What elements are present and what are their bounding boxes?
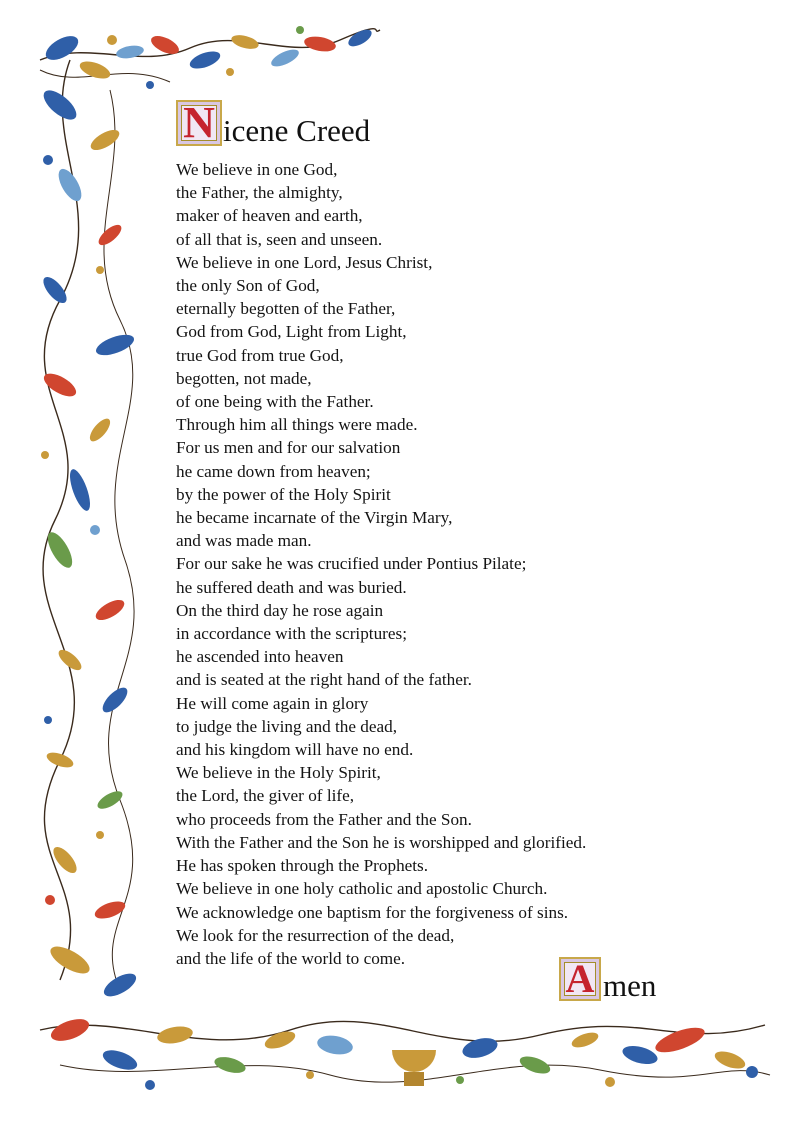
- creed-line: the only Son of God,: [176, 276, 320, 296]
- creed-line: he ascended into heaven: [176, 647, 344, 667]
- creed-line: He has spoken through the Prophets.: [176, 856, 429, 876]
- creed-line: We look for the resurrection of the dead,: [176, 925, 455, 945]
- creed-line: We believe in the Holy Spirit,: [176, 763, 381, 783]
- closing-text: men: [603, 968, 657, 1003]
- left-border-ornament: [39, 60, 140, 1001]
- creed-line: begotten, not made,: [176, 368, 312, 388]
- closing-amen: [559, 957, 656, 1001]
- creed-line: We believe in one Lord, Jesus Christ,: [176, 252, 433, 272]
- creed-line: he became incarnate of the Virgin Mary,: [176, 508, 453, 528]
- creed-line: maker of heaven and earth,: [176, 206, 363, 226]
- creed-line: of all that is, seen and unseen.: [176, 229, 383, 249]
- closing-initial: A: [565, 956, 595, 1001]
- creed-line: He will come again in glory: [176, 693, 369, 713]
- creed-line: God from God, Light from Light,: [176, 322, 407, 342]
- page-title: [176, 94, 370, 146]
- creed-line: by the power of the Holy Spirit: [176, 484, 391, 504]
- creed-line: On the third day he rose again: [176, 600, 384, 620]
- creed-line: With the Father and the Son he is worshipped and glorified.: [176, 832, 587, 852]
- title-initial: N: [183, 98, 215, 147]
- top-border-ornament: [40, 26, 380, 89]
- creed-line: eternally begotten of the Father,: [176, 299, 396, 319]
- creed-line: and was made man.: [176, 531, 312, 551]
- illuminated-initial-n: [176, 100, 222, 146]
- creed-line: We believe in one God,: [176, 160, 338, 179]
- creed-line: We believe in one holy catholic and apostolic Church.: [176, 879, 548, 899]
- creed-line: and the life of the world to come.: [176, 948, 406, 968]
- illuminated-initial-a: [559, 957, 601, 1001]
- creed-line: the Lord, the giver of life,: [176, 786, 355, 806]
- creed-line: to judge the living and the dead,: [176, 716, 397, 736]
- creed-line: true God from true God,: [176, 345, 344, 365]
- creed-line: Through him all things were made.: [176, 415, 418, 435]
- title-text: icene Creed: [223, 113, 371, 148]
- creed-line: he came down from heaven;: [176, 461, 371, 481]
- creed-line: in accordance with the scriptures;: [176, 624, 407, 644]
- creed-line: For our sake he was crucified under Pontius Pilate;: [176, 554, 527, 574]
- creed-line: of one being with the Father.: [176, 392, 374, 412]
- bottom-border-ornament: [40, 1015, 770, 1090]
- creed-line: and is seated at the right hand of the father.: [176, 670, 472, 690]
- creed-line: who proceeds from the Father and the Son.: [176, 809, 472, 829]
- creed-line: he suffered death and was buried.: [176, 577, 407, 597]
- creed-text: [176, 158, 586, 970]
- creed-line: For us men and for our salvation: [176, 438, 401, 458]
- creed-line: We acknowledge one baptism for the forgiveness of sins.: [176, 902, 569, 922]
- creed-line: and his kingdom will have no end.: [176, 740, 414, 760]
- creed-line: the Father, the almighty,: [176, 183, 343, 203]
